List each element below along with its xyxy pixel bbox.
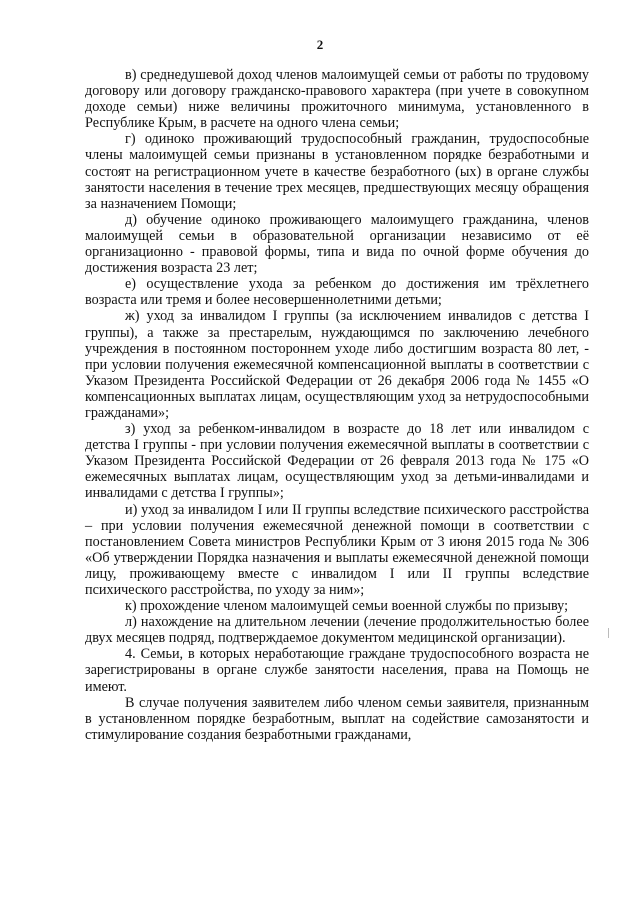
paragraph-unemployed-payments: В случае получения заявителем либо членом семьи заявителя, признанным в установленном порядке безработным, выплат на содействие самозанятости и стимулирование создания безработными гражданами,	[85, 694, 589, 743]
document-body	[85, 67, 589, 743]
scan-mark	[608, 628, 609, 638]
paragraph-e: е) осуществление ухода за ребенком до достижения им трёхлетнего возраста или тремя и более несовершеннолетними детьми;	[85, 276, 589, 309]
paragraph-g: г) одиноко проживающий трудоспособный гражданин, трудоспособные члены малоимущей семьи признаны в установленном порядке безработными и состоят на регистрационном учете в качестве безработного (ых) в органе службы занятости населения в течение трех месяцев, предшествующих месяцу обращения за назначением Помощи;	[85, 131, 589, 212]
paragraph-4: 4. Семьи, в которых неработающие граждане трудоспособного возраста не зарегистрированы в органе службе занятости населения, права на Помощь не имеют.	[85, 646, 589, 695]
page-number: 2	[316, 37, 324, 52]
paragraph-i: и) уход за инвалидом I или II группы вследствие психического расстройства – при условии получения ежемесячной денежной помощи в соответствии с постановлением Совета министров Республики Крым от 3 июня 2015 года № 306 «Об утверждении Порядка назначения и выплаты ежемесячной денежной помощи лицу, проживающему вместе с инвалидом I или II группы вследствие психического расстройства, по уходу за ним»;	[85, 501, 589, 598]
paragraph-d: д) обучение одиноко проживающего малоимущего гражданина, членов малоимущей семьи в образовательной организации независимо от её организационно - правовой формы, типа и вида по очной форме обучения до достижения возраста 23 лет;	[85, 211, 589, 277]
paragraph-z: з) уход за ребенком-инвалидом в возрасте до 18 лет или инвалидом с детства I группы - при условии получения ежемесячной выплаты в соответствии с Указом Президента Российской Федерации от 26 февраля 2013 года № 175 «О ежемесячных выплатах лицам, осуществляющим уход за детьми-инвалидами и инвалидами с детства I группы»;	[85, 421, 589, 502]
paragraph-k: к) прохождение членом малоимущей семьи военной службы по призыву;	[125, 598, 569, 615]
paragraph-l: л) нахождение на длительном лечении (лечение продолжительностью более двух месяцев подряд, подтверждаемое документом медицинской организации).	[85, 614, 589, 647]
paragraph-v: в) среднедушевой доход членов малоимущей семьи от работы по трудовому договору или договору гражданско-правового характера (при учете в совокупном доходе семьи) ниже величины прожиточного минимума, установленного в Республике Крым, в расчете на одного члена семьи;	[85, 67, 589, 132]
paragraph-zh: ж) уход за инвалидом I группы (за исключением инвалидов с детства I группы), а также за престарелым, нуждающимся по заключению лечебного учреждения в постоянном постороннем уходе либо достигшим возраста 80 лет, - при условии получения ежемесячной компенсационной выплаты в соответствии с Указом Президента Российской Федерации от 26 декабря 2006 года № 1455 «О компенсационных выплатах лицам, осуществляющим уход за нетрудоспособными гражданами»;	[85, 308, 589, 421]
